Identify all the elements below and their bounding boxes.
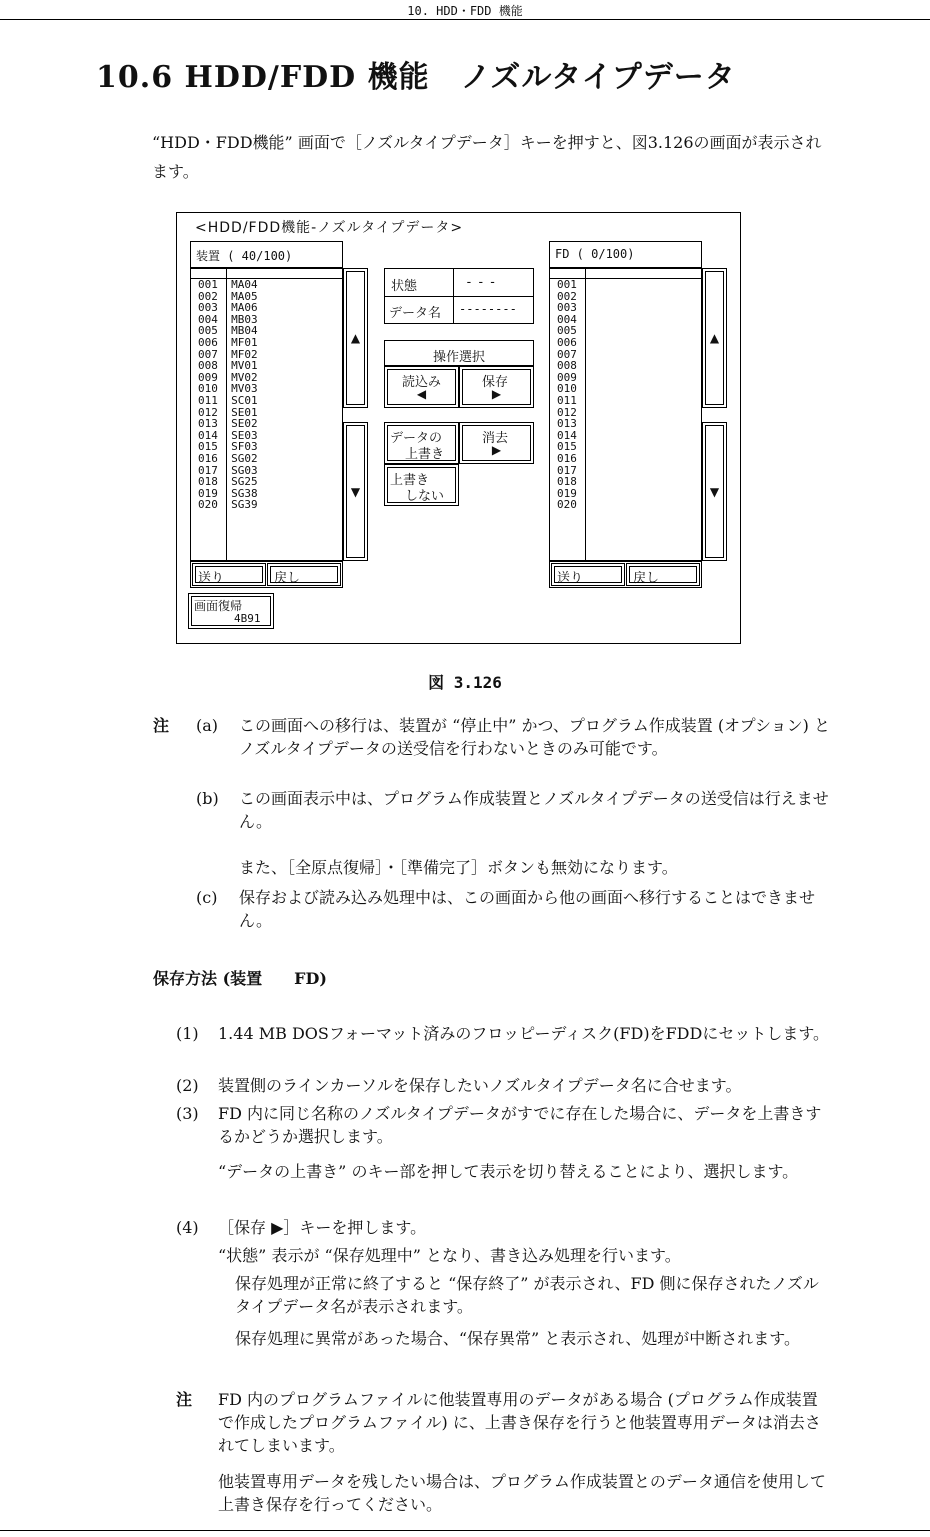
device-list[interactable] bbox=[190, 268, 343, 561]
overwrite-label-1: データの bbox=[390, 431, 443, 446]
note-b-text: この画面表示中は、プログラム作成装置とノズルタイプデータの送受信は行えません。 bbox=[239, 789, 829, 831]
fd-list[interactable] bbox=[549, 268, 702, 561]
no-overwrite-button[interactable] bbox=[384, 464, 459, 506]
header-rule bbox=[0, 19, 930, 20]
save-button[interactable] bbox=[459, 366, 534, 408]
step-2-text: 装置側のラインカーソルを保存したいノズルタイプデータ名に合せます。 bbox=[218, 1076, 742, 1095]
device-back-button[interactable] bbox=[267, 563, 341, 586]
fd-list-items: 001 002 003 004 005 006 007 008 009 010 011 012 013 014 015 016 017 018 019 020 bbox=[557, 278, 577, 512]
triangle-left-icon: ◀ bbox=[416, 387, 427, 401]
no-overwrite-label-2: しない bbox=[405, 489, 445, 504]
delete-button[interactable] bbox=[459, 422, 534, 464]
forward-label: 送り bbox=[198, 571, 225, 586]
restore-code: 4B91 bbox=[234, 612, 261, 625]
overwrite-toggle-button[interactable] bbox=[384, 422, 459, 464]
load-button[interactable] bbox=[384, 366, 459, 408]
step-4-text-3: 保存処理が正常に終了すると “保存終了” が表示され、FD 側に保存されたノズルタイプデータ名が表示されます。 bbox=[235, 1274, 819, 1316]
save-method-heading: 保存方法 (装置 FD) bbox=[153, 969, 327, 988]
step-3-label: (3) bbox=[176, 1104, 199, 1123]
back-label: 戻し bbox=[274, 571, 301, 586]
step-4-text-2: “状態” 表示が “保存処理中” となり、書き込み処理を行います。 bbox=[218, 1246, 681, 1265]
screen-restore-button[interactable] bbox=[188, 593, 274, 629]
delete-label: 消去 bbox=[482, 431, 509, 446]
note-a-label: (a) bbox=[196, 716, 219, 735]
device-forward-button[interactable] bbox=[192, 563, 266, 586]
note-c-text: 保存および読み込み処理中は、この画面から他の画面へ移行することはできません。 bbox=[239, 888, 816, 930]
step-4-label: (4) bbox=[176, 1218, 199, 1237]
device-page-buttons bbox=[190, 561, 343, 588]
step-1-label: (1) bbox=[176, 1024, 199, 1043]
restore-label: 画面復帰 bbox=[194, 599, 243, 613]
section-title: 10.6 HDD/FDD 機能 ノズルタイプデータ bbox=[96, 60, 736, 95]
note-c-label: (c) bbox=[196, 888, 218, 907]
triangle-down-icon: ▼ bbox=[350, 485, 361, 499]
status-table-rule bbox=[385, 296, 533, 297]
fd-panel-count: FD ( 0/100) bbox=[555, 247, 635, 261]
triangle-right-icon: ▶ bbox=[491, 443, 502, 457]
device-panel-header bbox=[190, 241, 343, 268]
device-panel-count: 装置 ( 40/100) bbox=[196, 249, 293, 263]
device-scroll-down-button[interactable] bbox=[343, 422, 368, 561]
forward-label: 送り bbox=[557, 571, 584, 586]
save-label: 保存 bbox=[482, 375, 509, 390]
note-b-text-2: また、［全原点復帰］・［準備完了］ボタンも無効になります。 bbox=[239, 858, 678, 877]
step-4-text-4: 保存処理に異常があった場合、“保存異常” と表示され、処理が中断されます。 bbox=[235, 1329, 800, 1348]
triangle-down-icon: ▼ bbox=[709, 485, 720, 499]
triangle-right-icon: ▶ bbox=[491, 387, 502, 401]
running-header: 10. HDD・FDD 機能 bbox=[407, 4, 523, 18]
fd-scroll-down-button[interactable] bbox=[702, 422, 727, 561]
no-overwrite-label-1: 上書き bbox=[390, 473, 430, 488]
note-marker: 注 bbox=[153, 716, 170, 735]
step-3-text-2: “データの上書き” のキー部を押して表示を切り替えることにより、選択します。 bbox=[218, 1162, 799, 1181]
nozzle-type-data-screen bbox=[176, 212, 741, 644]
data-name-value: -------- bbox=[459, 302, 517, 316]
save-note-text: FD 内のプログラムファイルに他装置専用のデータがある場合 (プログラム作成装置で作成したプログラムファイル) に、上書き保存を行うと他装置専用データは消去されてしまいます。 bbox=[218, 1390, 821, 1455]
triangle-up-icon: ▲ bbox=[350, 331, 361, 345]
device-scroll-up-button[interactable] bbox=[343, 268, 368, 408]
fd-back-button[interactable] bbox=[626, 563, 700, 586]
state-value: --- bbox=[465, 275, 501, 290]
operation-select-header bbox=[384, 340, 534, 366]
data-name-label: データ名 bbox=[389, 306, 442, 321]
status-table-divider bbox=[453, 269, 454, 323]
step-1-text: 1.44 MB DOSフォーマット済みのフロッピーディスク(FD)をFDDにセットします。 bbox=[218, 1024, 830, 1043]
note-b-label: (b) bbox=[196, 789, 219, 808]
fd-page-buttons bbox=[549, 561, 702, 588]
device-list-items: 001 MA04 002 MA05 003 MA06 004 MB03 005 MB04 006 MF01 007 MF02 008 MV01 009 MV02 010 MV03 011 SC01 012 SE01 013 SE02 014 SE03 015 SF03 016 SG02 017 SG03 018 SG25 019 SG38 020 SG39 bbox=[198, 278, 258, 512]
fd-forward-button[interactable] bbox=[551, 563, 625, 586]
state-label: 状態 bbox=[391, 279, 418, 294]
note-a-text: この画面への移行は、装置が “停止中” かつ、プログラム作成装置 (オプション) とノズルタイプデータの送受信を行わないときのみ可能です。 bbox=[239, 716, 830, 758]
list-column-divider bbox=[585, 269, 586, 560]
step-2-label: (2) bbox=[176, 1076, 199, 1095]
step-4-text: ［保存 ▶］キーを押します。 bbox=[218, 1218, 427, 1237]
fd-scroll-up-button[interactable] bbox=[702, 268, 727, 408]
back-label: 戻し bbox=[633, 571, 660, 586]
triangle-up-icon: ▲ bbox=[709, 331, 720, 345]
screen-title: <HDD/FDD機能-ノズルタイプデータ> bbox=[195, 220, 464, 236]
load-label: 読込み bbox=[402, 375, 442, 390]
save-note-marker: 注 bbox=[176, 1390, 193, 1409]
status-table bbox=[384, 268, 534, 324]
overwrite-label-2: 上書き bbox=[405, 447, 445, 462]
figure-caption: 図 3.126 bbox=[428, 673, 502, 692]
footer-rule bbox=[0, 1530, 930, 1531]
step-3-text: FD 内に同じ名称のノズルタイプデータがすでに存在した場合に、データを上書きするかどうか選択します。 bbox=[218, 1104, 822, 1146]
save-note-text-2: 他装置専用データを残したい場合は、プログラム作成装置とのデータ通信を使用して上書き保存を行ってください。 bbox=[218, 1472, 826, 1514]
fd-panel-header bbox=[549, 241, 702, 268]
operation-select-label: 操作選択 bbox=[432, 350, 485, 365]
intro-paragraph: “HDD・FDD機能” 画面で［ノズルタイプデータ］キーを押すと、図3.126の画面が表示されます。 bbox=[152, 133, 822, 181]
